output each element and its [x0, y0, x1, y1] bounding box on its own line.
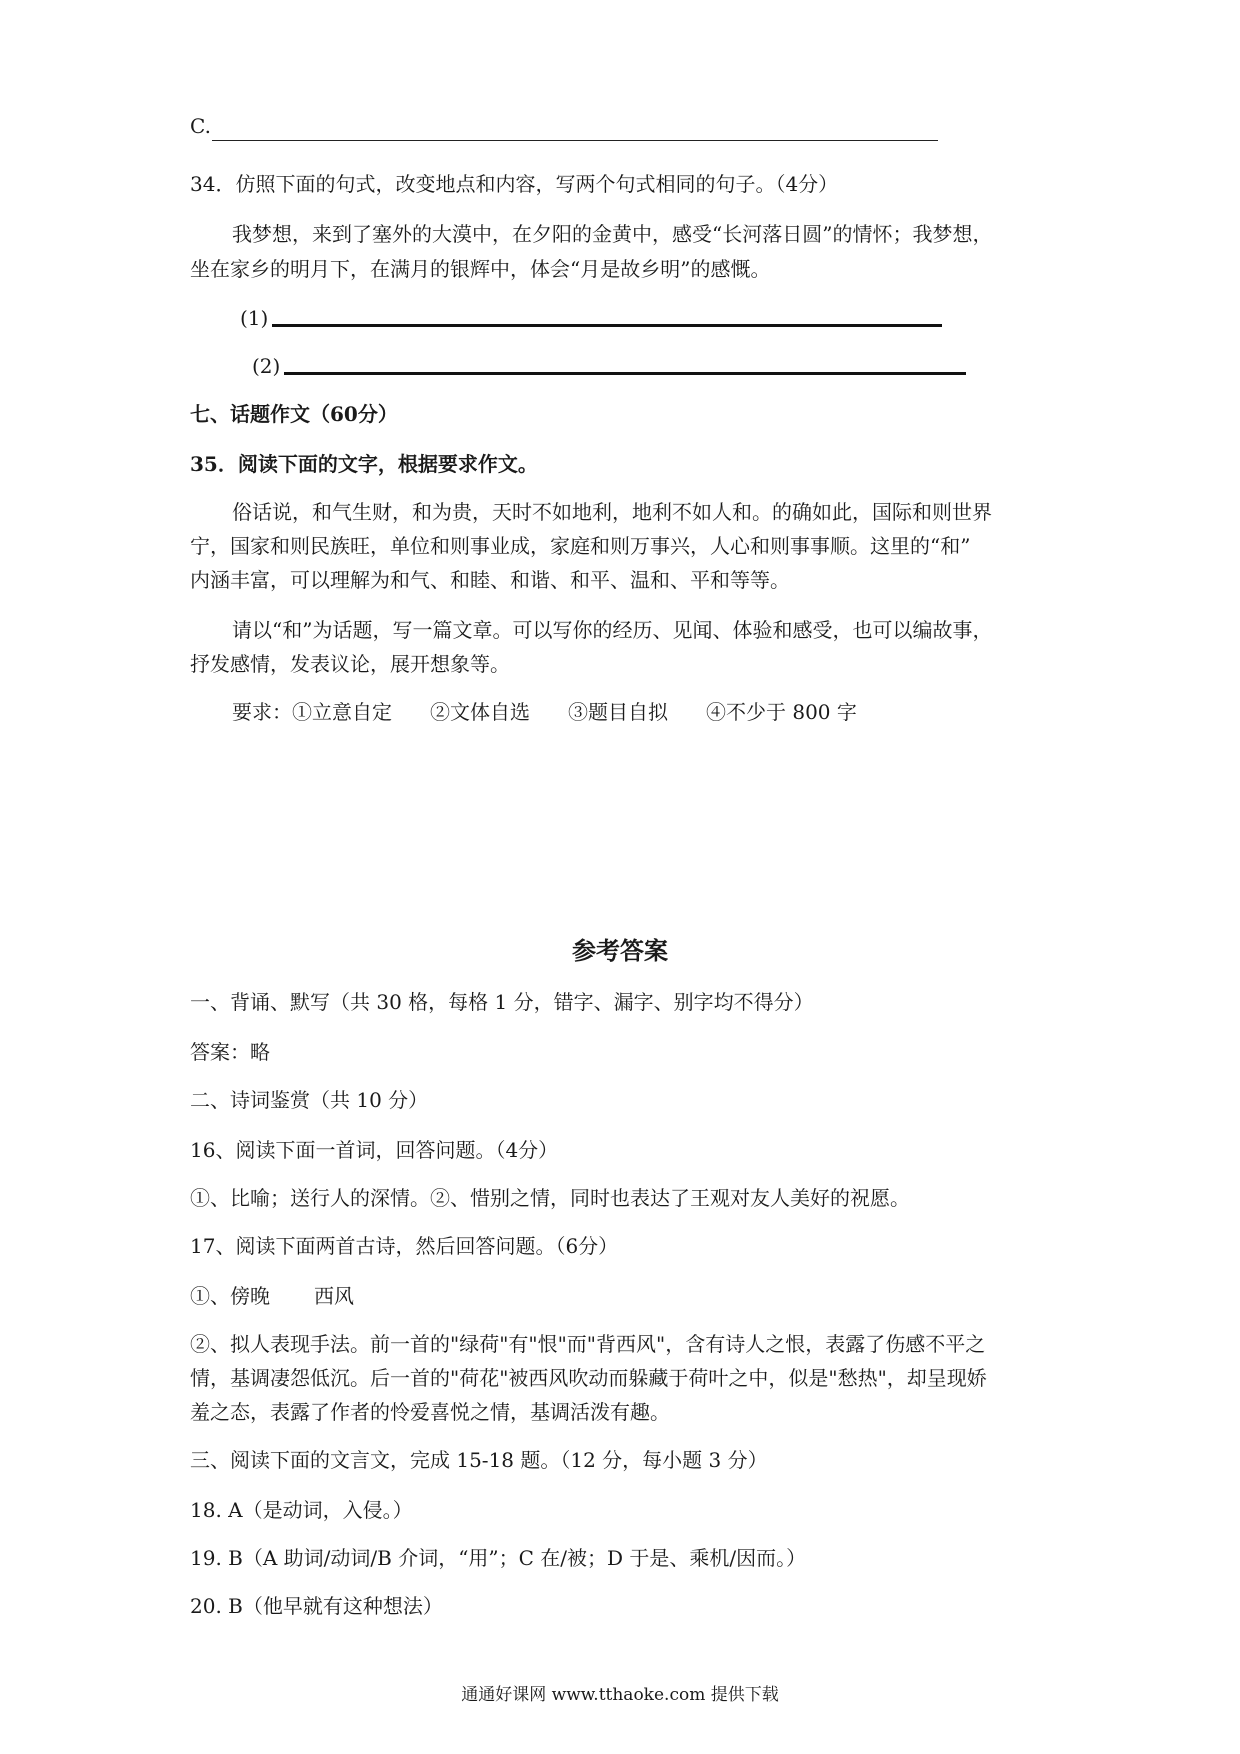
answer-section-1: 一、背诵、默写（共 30 格，每格 1 分，错字、漏字、别字均不得分）	[190, 990, 814, 1014]
answer-q17-part-1a: ①、傍晚	[190, 1284, 270, 1308]
answer-q16-text: ①、比喻；送行人的深情。②、惜别之情，同时也表达了王观对友人美好的祝愿。	[190, 1186, 910, 1210]
answer-q17-part-2-line-3: 羞之态，表露了作者的怜爱喜悦之情，基调活泼有趣。	[190, 1400, 670, 1424]
requirement-2: ②文体自选	[430, 700, 530, 724]
q35-passage-line-1: 俗话说，和气生财，和为贵，天时不如地利，地利不如人和。的确如此，国际和则世界	[232, 500, 992, 524]
answer-q20: 20. B（他早就有这种想法）	[190, 1594, 443, 1618]
question-35: 35．阅读下面的文字，根据要求作文。	[190, 452, 538, 476]
answer-q19: 19. B（A 助词/动词/B 介词，“用”；C 在/被；D 于是、乘机/因而。）	[190, 1546, 807, 1570]
blank-1-label: (1)	[240, 306, 269, 330]
answer-key-title: 参考答案	[572, 936, 668, 965]
q35-passage-line-2: 宁，国家和则民族旺，单位和则事业成，家庭和则万事兴，人心和则事事顺。这里的“和”	[190, 534, 971, 558]
answer-q17-part-2-line-1: ②、拟人表现手法。前一首的"绿荷"有"恨"而"背西风"，含有诗人之恨，表露了伤感不平之	[190, 1332, 986, 1356]
blank-1-answer-line	[272, 324, 942, 327]
answer-section-2: 二、诗词鉴赏（共 10 分）	[190, 1088, 429, 1112]
answer-q17-part-1	[190, 1280, 354, 1312]
q35-passage-line-3: 内涵丰富，可以理解为和气、和睦、和谐、和平、温和、平和等等。	[190, 568, 790, 592]
requirement-1: ①立意自定	[292, 700, 392, 724]
requirement-4: ④不少于 800 字	[706, 700, 857, 724]
answer-q18: 18. A（是动词，入侵。）	[190, 1498, 413, 1522]
blank-2-answer-line	[284, 372, 966, 375]
requirements-label: 要求：	[232, 700, 292, 724]
answer-q17: 17、阅读下面两首古诗，然后回答问题。（6分）	[190, 1234, 619, 1258]
question-34: 34．仿照下面的句式，改变地点和内容，写两个句式相同的句子。（4分）	[190, 172, 839, 196]
answer-section-3: 三、阅读下面的文言文，完成 15-18 题。（12 分，每小题 3 分）	[190, 1448, 768, 1472]
answer-q17-part-2-line-2: 情，基调凄怨低沉。后一首的"荷花"被西风吹动而躲藏于荷叶之中，似是"愁热"，却呈现娇	[190, 1366, 987, 1390]
answer-q16: 16、阅读下面一首词，回答问题。（4分）	[190, 1138, 559, 1162]
q35-passage-line-4: 请以“和”为话题，写一篇文章。可以写你的经历、见闻、体验和感受，也可以编故事，	[232, 618, 993, 642]
q35-passage-line-5: 抒发感情，发表议论，展开想象等。	[190, 652, 510, 676]
q34-example-line-2: 坐在家乡的明月下，在满月的银辉中，体会“月是故乡明”的感慨。	[190, 257, 771, 281]
requirements	[232, 696, 857, 728]
option-c-label: C.	[190, 114, 211, 138]
q34-example-line-1: 我梦想，来到了塞外的大漠中，在夕阳的金黄中，感受“长河落日圆”的情怀；我梦想，	[232, 222, 993, 246]
section-7-heading: 七、话题作文（60分）	[190, 402, 398, 426]
requirement-3: ③题目自拟	[568, 700, 668, 724]
answer-q17-part-1b: 西风	[314, 1284, 354, 1308]
option-c-answer-line	[212, 140, 938, 141]
page-footer: 通通好课网 www.tthaoke.com 提供下载	[461, 1685, 779, 1705]
blank-2-label: (2)	[252, 354, 281, 378]
answer-1-text: 答案：略	[190, 1040, 270, 1064]
